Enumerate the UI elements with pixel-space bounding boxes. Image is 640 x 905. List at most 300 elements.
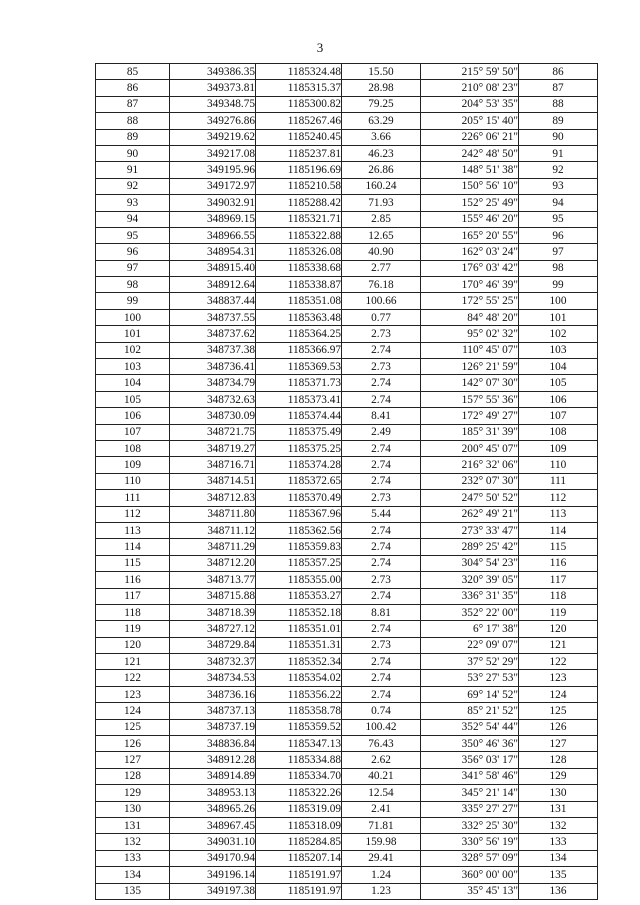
point-number-cell: 95 (96, 227, 170, 243)
y-coordinate-cell: 1185359.52 (256, 719, 342, 735)
table-row (96, 359, 598, 375)
bearing-cell: 335° 27' 27" (421, 801, 519, 817)
distance-cell: 2.73 (342, 326, 421, 342)
bearing-cell: 328° 57' 09" (421, 850, 519, 866)
bearing-cell: 273° 33' 47" (421, 522, 519, 538)
point-number-cell: 96 (96, 244, 170, 260)
next-point-cell: 104 (519, 359, 598, 375)
bearing-cell: 341° 58' 46" (421, 768, 519, 784)
table-row (96, 195, 598, 211)
next-point-cell: 107 (519, 408, 598, 424)
distance-cell: 2.74 (342, 473, 421, 489)
distance-cell: 2.74 (342, 440, 421, 456)
table-row (96, 424, 598, 440)
distance-cell: 8.81 (342, 604, 421, 620)
next-point-cell: 97 (519, 244, 598, 260)
table-row (96, 604, 598, 620)
y-coordinate-cell: 1185267.46 (256, 113, 342, 129)
x-coordinate-cell: 348713.77 (170, 572, 256, 588)
x-coordinate-cell: 348737.38 (170, 342, 256, 358)
distance-cell: 29.41 (342, 850, 421, 866)
page-number: 3 (316, 40, 324, 55)
x-coordinate-cell: 348836.84 (170, 736, 256, 752)
x-coordinate-cell: 348966.55 (170, 227, 256, 243)
distance-cell: 160.24 (342, 178, 421, 194)
y-coordinate-cell: 1185351.01 (256, 621, 342, 637)
bearing-cell: 176° 03' 42" (421, 260, 519, 276)
distance-cell: 2.41 (342, 801, 421, 817)
y-coordinate-cell: 1185351.08 (256, 293, 342, 309)
y-coordinate-cell: 1185322.88 (256, 227, 342, 243)
bearing-cell: 165° 20' 55" (421, 227, 519, 243)
table-row (96, 883, 598, 899)
x-coordinate-cell: 348837.44 (170, 293, 256, 309)
table-row (96, 752, 598, 768)
bearing-cell: 200° 45' 07" (421, 440, 519, 456)
y-coordinate-cell: 1185370.49 (256, 490, 342, 506)
distance-cell: 2.74 (342, 686, 421, 702)
next-point-cell: 111 (519, 473, 598, 489)
x-coordinate-cell: 348716.71 (170, 457, 256, 473)
point-number-cell: 90 (96, 145, 170, 161)
next-point-cell: 100 (519, 293, 598, 309)
y-coordinate-cell: 1185321.71 (256, 211, 342, 227)
table-row (96, 391, 598, 407)
y-coordinate-cell: 1185363.48 (256, 309, 342, 325)
next-point-cell: 95 (519, 211, 598, 227)
next-point-cell: 134 (519, 850, 598, 866)
table-row (96, 178, 598, 194)
bearing-cell: 155° 46' 20" (421, 211, 519, 227)
table-row (96, 719, 598, 735)
next-point-cell: 101 (519, 309, 598, 325)
table-row (96, 637, 598, 653)
next-point-cell: 128 (519, 752, 598, 768)
distance-cell: 2.73 (342, 490, 421, 506)
point-number-cell: 107 (96, 424, 170, 440)
distance-cell: 2.74 (342, 522, 421, 538)
next-point-cell: 132 (519, 817, 598, 833)
distance-cell: 2.74 (342, 391, 421, 407)
distance-cell: 2.62 (342, 752, 421, 768)
y-coordinate-cell: 1185322.26 (256, 785, 342, 801)
point-number-cell: 108 (96, 440, 170, 456)
bearing-cell: 345° 21' 14" (421, 785, 519, 801)
table-row (96, 80, 598, 96)
x-coordinate-cell: 348732.37 (170, 654, 256, 670)
point-number-cell: 114 (96, 539, 170, 555)
distance-cell: 1.23 (342, 883, 421, 899)
point-number-cell: 116 (96, 572, 170, 588)
x-coordinate-cell: 348718.39 (170, 604, 256, 620)
table-row (96, 326, 598, 342)
distance-cell: 0.74 (342, 703, 421, 719)
next-point-cell: 106 (519, 391, 598, 407)
point-number-cell: 126 (96, 736, 170, 752)
bearing-cell: 352° 54' 44" (421, 719, 519, 735)
next-point-cell: 98 (519, 260, 598, 276)
bearing-cell: 205° 15' 40" (421, 113, 519, 129)
table-row (96, 785, 598, 801)
y-coordinate-cell: 1185367.96 (256, 506, 342, 522)
distance-cell: 12.54 (342, 785, 421, 801)
bearing-cell: 204° 53' 35" (421, 96, 519, 112)
distance-cell: 26.86 (342, 162, 421, 178)
distance-cell: 12.65 (342, 227, 421, 243)
distance-cell: 2.74 (342, 342, 421, 358)
point-number-cell: 119 (96, 621, 170, 637)
x-coordinate-cell: 348711.12 (170, 522, 256, 538)
y-coordinate-cell: 1185352.34 (256, 654, 342, 670)
y-coordinate-cell: 1185358.78 (256, 703, 342, 719)
point-number-cell: 120 (96, 637, 170, 653)
point-number-cell: 88 (96, 113, 170, 129)
next-point-cell: 126 (519, 719, 598, 735)
next-point-cell: 114 (519, 522, 598, 538)
bearing-cell: 162° 03' 24" (421, 244, 519, 260)
next-point-cell: 123 (519, 670, 598, 686)
bearing-cell: 242° 48' 50" (421, 145, 519, 161)
bearing-cell: 84° 48' 20" (421, 309, 519, 325)
x-coordinate-cell: 348732.63 (170, 391, 256, 407)
bearing-cell: 69° 14' 52" (421, 686, 519, 702)
x-coordinate-cell: 349219.62 (170, 129, 256, 145)
bearing-cell: 215° 59' 50" (421, 64, 519, 80)
point-number-cell: 86 (96, 80, 170, 96)
table-row (96, 375, 598, 391)
distance-cell: 2.74 (342, 539, 421, 555)
point-number-cell: 127 (96, 752, 170, 768)
point-number-cell: 113 (96, 522, 170, 538)
x-coordinate-cell: 348734.53 (170, 670, 256, 686)
bearing-cell: 247° 50' 52" (421, 490, 519, 506)
distance-cell: 2.74 (342, 555, 421, 571)
distance-cell: 40.90 (342, 244, 421, 260)
bearing-cell: 6° 17' 38" (421, 621, 519, 637)
point-number-cell: 92 (96, 178, 170, 194)
bearing-cell: 356° 03' 17" (421, 752, 519, 768)
bearing-cell: 172° 49' 27" (421, 408, 519, 424)
y-coordinate-cell: 1185207.14 (256, 850, 342, 866)
table-row (96, 457, 598, 473)
distance-cell: 28.98 (342, 80, 421, 96)
next-point-cell: 109 (519, 440, 598, 456)
point-number-cell: 103 (96, 359, 170, 375)
bearing-cell: 170° 46' 39" (421, 277, 519, 293)
table-row (96, 227, 598, 243)
table-row (96, 260, 598, 276)
y-coordinate-cell: 1185324.48 (256, 64, 342, 80)
x-coordinate-cell: 348721.75 (170, 424, 256, 440)
bearing-cell: 185° 31' 39" (421, 424, 519, 440)
y-coordinate-cell: 1185373.41 (256, 391, 342, 407)
point-number-cell: 94 (96, 211, 170, 227)
x-coordinate-cell: 348737.13 (170, 703, 256, 719)
y-coordinate-cell: 1185356.22 (256, 686, 342, 702)
table-row (96, 801, 598, 817)
table-row (96, 867, 598, 883)
bearing-cell: 53° 27' 53" (421, 670, 519, 686)
distance-cell: 8.41 (342, 408, 421, 424)
point-number-cell: 117 (96, 588, 170, 604)
y-coordinate-cell: 1185353.27 (256, 588, 342, 604)
y-coordinate-cell: 1185338.68 (256, 260, 342, 276)
x-coordinate-cell: 348719.27 (170, 440, 256, 456)
x-coordinate-cell: 348736.16 (170, 686, 256, 702)
bearing-cell: 152° 25' 49" (421, 195, 519, 211)
table-row (96, 834, 598, 850)
point-number-cell: 111 (96, 490, 170, 506)
bearing-cell: 232° 07' 30" (421, 473, 519, 489)
table-row (96, 309, 598, 325)
distance-cell: 63.29 (342, 113, 421, 129)
distance-cell: 5.44 (342, 506, 421, 522)
table-row (96, 850, 598, 866)
x-coordinate-cell: 348953.13 (170, 785, 256, 801)
table-row (96, 654, 598, 670)
table-row (96, 670, 598, 686)
point-number-cell: 91 (96, 162, 170, 178)
point-number-cell: 130 (96, 801, 170, 817)
bearing-cell: 350° 46' 36" (421, 736, 519, 752)
y-coordinate-cell: 1185352.18 (256, 604, 342, 620)
distance-cell: 100.42 (342, 719, 421, 735)
x-coordinate-cell: 348915.40 (170, 260, 256, 276)
distance-cell: 2.74 (342, 654, 421, 670)
x-coordinate-cell: 348912.28 (170, 752, 256, 768)
x-coordinate-cell: 349373.81 (170, 80, 256, 96)
x-coordinate-cell: 348737.55 (170, 309, 256, 325)
next-point-cell: 112 (519, 490, 598, 506)
next-point-cell: 127 (519, 736, 598, 752)
bearing-cell: 150° 56' 10" (421, 178, 519, 194)
point-number-cell: 89 (96, 129, 170, 145)
table-row (96, 686, 598, 702)
point-number-cell: 97 (96, 260, 170, 276)
next-point-cell: 120 (519, 621, 598, 637)
y-coordinate-cell: 1185210.58 (256, 178, 342, 194)
y-coordinate-cell: 1185237.81 (256, 145, 342, 161)
bearing-cell: 226° 06' 21" (421, 129, 519, 145)
y-coordinate-cell: 1185359.83 (256, 539, 342, 555)
bearing-cell: 142° 07' 30" (421, 375, 519, 391)
distance-cell: 3.66 (342, 129, 421, 145)
y-coordinate-cell: 1185191.97 (256, 883, 342, 899)
next-point-cell: 129 (519, 768, 598, 784)
x-coordinate-cell: 348912.64 (170, 277, 256, 293)
distance-cell: 2.73 (342, 572, 421, 588)
next-point-cell: 110 (519, 457, 598, 473)
distance-cell: 2.74 (342, 457, 421, 473)
table-row (96, 129, 598, 145)
y-coordinate-cell: 1185284.85 (256, 834, 342, 850)
point-number-cell: 129 (96, 785, 170, 801)
table-row (96, 539, 598, 555)
table-row (96, 211, 598, 227)
next-point-cell: 105 (519, 375, 598, 391)
distance-cell: 159.98 (342, 834, 421, 850)
coordinates-table (95, 63, 598, 900)
distance-cell: 2.73 (342, 359, 421, 375)
point-number-cell: 133 (96, 850, 170, 866)
distance-cell: 71.81 (342, 817, 421, 833)
x-coordinate-cell: 348715.88 (170, 588, 256, 604)
table-row (96, 522, 598, 538)
next-point-cell: 108 (519, 424, 598, 440)
distance-cell: 40.21 (342, 768, 421, 784)
x-coordinate-cell: 348737.19 (170, 719, 256, 735)
bearing-cell: 172° 55' 25" (421, 293, 519, 309)
table-row (96, 342, 598, 358)
table-row (96, 506, 598, 522)
x-coordinate-cell: 349386.35 (170, 64, 256, 80)
x-coordinate-cell: 349031.10 (170, 834, 256, 850)
point-number-cell: 123 (96, 686, 170, 702)
x-coordinate-cell: 348727.12 (170, 621, 256, 637)
x-coordinate-cell: 348954.31 (170, 244, 256, 260)
y-coordinate-cell: 1185364.25 (256, 326, 342, 342)
x-coordinate-cell: 348714.51 (170, 473, 256, 489)
y-coordinate-cell: 1185375.25 (256, 440, 342, 456)
distance-cell: 76.43 (342, 736, 421, 752)
next-point-cell: 91 (519, 145, 598, 161)
point-number-cell: 131 (96, 817, 170, 833)
y-coordinate-cell: 1185366.97 (256, 342, 342, 358)
point-number-cell: 118 (96, 604, 170, 620)
y-coordinate-cell: 1185374.44 (256, 408, 342, 424)
bearing-cell: 148° 51' 38" (421, 162, 519, 178)
table-row (96, 588, 598, 604)
bearing-cell: 332° 25' 30" (421, 817, 519, 833)
next-point-cell: 90 (519, 129, 598, 145)
bearing-cell: 95° 02' 32" (421, 326, 519, 342)
x-coordinate-cell: 348711.80 (170, 506, 256, 522)
table-row (96, 440, 598, 456)
bearing-cell: 360° 00' 00" (421, 867, 519, 883)
next-point-cell: 86 (519, 64, 598, 80)
bearing-cell: 210° 08' 23" (421, 80, 519, 96)
table-row (96, 768, 598, 784)
next-point-cell: 118 (519, 588, 598, 604)
point-number-cell: 110 (96, 473, 170, 489)
point-number-cell: 101 (96, 326, 170, 342)
distance-cell: 46.23 (342, 145, 421, 161)
x-coordinate-cell: 348965.26 (170, 801, 256, 817)
y-coordinate-cell: 1185372.65 (256, 473, 342, 489)
next-point-cell: 124 (519, 686, 598, 702)
y-coordinate-cell: 1185351.31 (256, 637, 342, 653)
point-number-cell: 93 (96, 195, 170, 211)
x-coordinate-cell: 349197.38 (170, 883, 256, 899)
next-point-cell: 96 (519, 227, 598, 243)
y-coordinate-cell: 1185191.97 (256, 867, 342, 883)
y-coordinate-cell: 1185338.87 (256, 277, 342, 293)
bearing-cell: 110° 45' 07" (421, 342, 519, 358)
point-number-cell: 115 (96, 555, 170, 571)
bearing-cell: 126° 21' 59" (421, 359, 519, 375)
next-point-cell: 89 (519, 113, 598, 129)
point-number-cell: 121 (96, 654, 170, 670)
y-coordinate-cell: 1185318.09 (256, 817, 342, 833)
point-number-cell: 85 (96, 64, 170, 80)
table-row (96, 277, 598, 293)
point-number-cell: 87 (96, 96, 170, 112)
y-coordinate-cell: 1185288.42 (256, 195, 342, 211)
bearing-cell: 320° 39' 05" (421, 572, 519, 588)
bearing-cell: 330° 56' 19" (421, 834, 519, 850)
y-coordinate-cell: 1185334.88 (256, 752, 342, 768)
distance-cell: 79.25 (342, 96, 421, 112)
coordinates-table-body (96, 64, 598, 900)
next-point-cell: 133 (519, 834, 598, 850)
x-coordinate-cell: 349032.91 (170, 195, 256, 211)
point-number-cell: 112 (96, 506, 170, 522)
distance-cell: 2.85 (342, 211, 421, 227)
x-coordinate-cell: 348712.83 (170, 490, 256, 506)
distance-cell: 2.74 (342, 670, 421, 686)
bearing-cell: 289° 25' 42" (421, 539, 519, 555)
table-row (96, 490, 598, 506)
point-number-cell: 122 (96, 670, 170, 686)
y-coordinate-cell: 1185362.56 (256, 522, 342, 538)
table-row (96, 113, 598, 129)
bearing-cell: 336° 31' 35" (421, 588, 519, 604)
table-row (96, 162, 598, 178)
table-row (96, 473, 598, 489)
next-point-cell: 117 (519, 572, 598, 588)
x-coordinate-cell: 349217.08 (170, 145, 256, 161)
bearing-cell: 262° 49' 21" (421, 506, 519, 522)
x-coordinate-cell: 348730.09 (170, 408, 256, 424)
distance-cell: 15.50 (342, 64, 421, 80)
next-point-cell: 87 (519, 80, 598, 96)
y-coordinate-cell: 1185334.70 (256, 768, 342, 784)
point-number-cell: 100 (96, 309, 170, 325)
bearing-cell: 85° 21' 52" (421, 703, 519, 719)
x-coordinate-cell: 348969.15 (170, 211, 256, 227)
distance-cell: 2.49 (342, 424, 421, 440)
table-row (96, 572, 598, 588)
table-row (96, 293, 598, 309)
distance-cell: 71.93 (342, 195, 421, 211)
y-coordinate-cell: 1185347.13 (256, 736, 342, 752)
next-point-cell: 130 (519, 785, 598, 801)
next-point-cell: 125 (519, 703, 598, 719)
bearing-cell: 304° 54' 23" (421, 555, 519, 571)
distance-cell: 100.66 (342, 293, 421, 309)
table-row (96, 64, 598, 80)
x-coordinate-cell: 349170.94 (170, 850, 256, 866)
y-coordinate-cell: 1185300.82 (256, 96, 342, 112)
table-row (96, 736, 598, 752)
y-coordinate-cell: 1185355.00 (256, 572, 342, 588)
y-coordinate-cell: 1185196.69 (256, 162, 342, 178)
table-row (96, 817, 598, 833)
point-number-cell: 109 (96, 457, 170, 473)
point-number-cell: 132 (96, 834, 170, 850)
next-point-cell: 115 (519, 539, 598, 555)
x-coordinate-cell: 348729.84 (170, 637, 256, 653)
point-number-cell: 128 (96, 768, 170, 784)
table-row (96, 145, 598, 161)
next-point-cell: 88 (519, 96, 598, 112)
y-coordinate-cell: 1185375.49 (256, 424, 342, 440)
bearing-cell: 37° 52' 29" (421, 654, 519, 670)
next-point-cell: 92 (519, 162, 598, 178)
next-point-cell: 102 (519, 326, 598, 342)
point-number-cell: 104 (96, 375, 170, 391)
x-coordinate-cell: 349195.96 (170, 162, 256, 178)
